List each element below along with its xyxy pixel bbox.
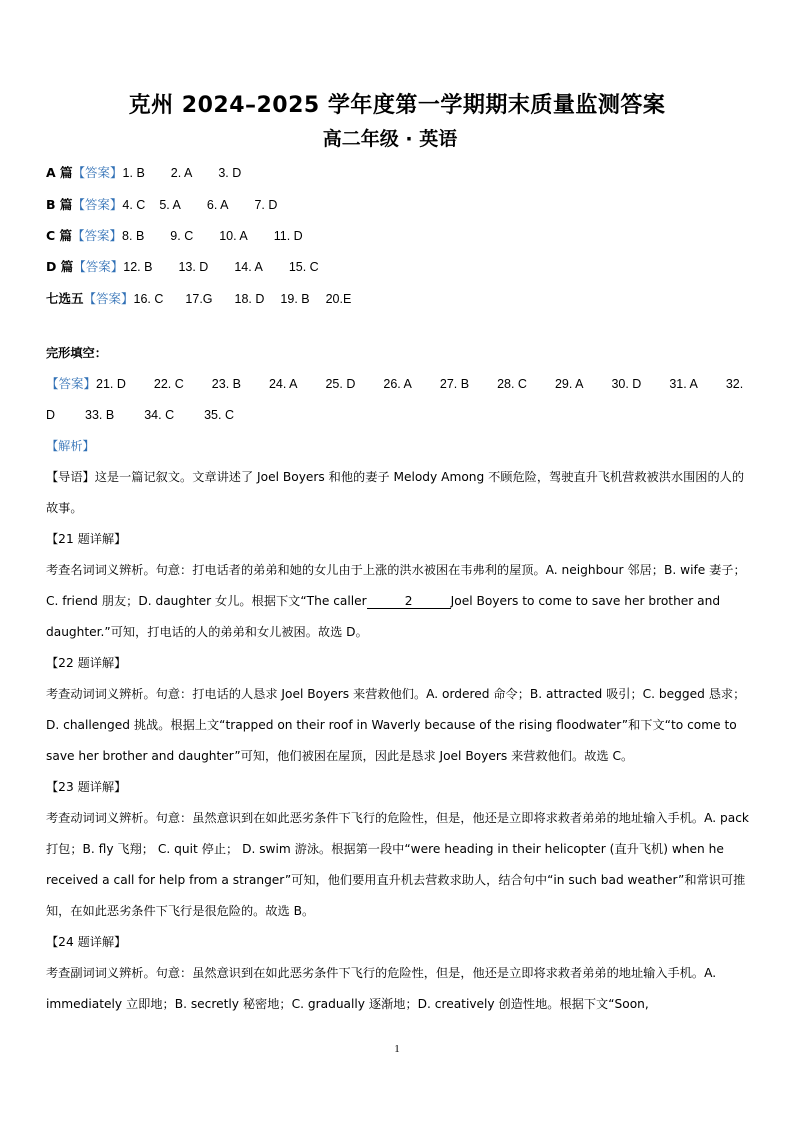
section-seven-choose-five-answers [46,289,377,307]
answer-item: 19. B [280,292,310,306]
answer-item: 1. B [122,166,145,180]
section-label: C 篇 [46,228,73,243]
analysis-tag: 【解析】 [46,439,95,453]
answer-item: 25. D [325,377,356,391]
section-label: D 篇 [46,259,74,274]
answer-item: 20.E [325,292,352,306]
section-d-answers [46,257,345,275]
answer-item: 12. B [123,260,153,274]
q21-text-b: Joel Boyers to come to save her brother and daughter.”可知，打电话的人的弟弟和女儿被困。故选 D。 [46,594,721,639]
intro-tag: 【导语】 [46,470,95,484]
page-number: 1 [394,1043,400,1055]
section-a-answers [46,163,267,181]
answer-item: 32. [725,377,744,391]
answer-item: 31. A [669,377,698,391]
answer-item: 27. B [439,377,470,391]
answer-item: 21. D [96,377,126,391]
answer-item: 15. C [288,260,319,274]
section-label: 七选五 [46,291,84,306]
answer-item: 35. C [204,408,234,422]
intro-paragraph [46,462,751,524]
answer-item: 34. C [144,408,175,422]
answer-item: 3. D [218,166,242,180]
answer-item: 18. D [234,292,265,306]
answer-item: 13. D [178,260,209,274]
intro-text: 这是一篇记叙文。文章讲述了 Joel Boyers 和他的妻子 Melody Among 不顾危险，驾驶直升飞机营救被洪水围困的人的故事。 [46,470,745,515]
answer-item: 10. A [219,229,248,243]
cloze-answers-line-2 [46,400,751,431]
answer-item: 22. C [153,377,184,391]
answer-tag: 【答案】 [72,166,123,180]
q23-heading: 【23 题详解】 [46,780,127,794]
page-subtitle: 高二年级 · 英语 [322,128,458,150]
answer-item: 24. A [268,377,298,391]
answer-item: D [46,408,56,422]
answer-tag: 【答案】 [72,229,123,243]
answer-tag: 【答案】 [72,198,123,212]
answer-item: 16. C [133,292,164,306]
answer-item: 26. A [383,377,412,391]
q23-explanation: 考查动词词义辨析。句意：虽然意识到在如此恶劣条件下飞行的危险性，但是，他还是立即将求救者弟弟的地址输入手机。A. pack 打包；B. fly 飞翔； C. quit 停止； D. swim 游泳。根据第一段中“were heading in their helicopter (直升飞机) when he received a call for help from a stranger”可知，他们要用直升机去营救求助人，结合句中“in such bad weather”和常识可推知，在如此恶劣条件下飞行是很危险的。故选 B。 [46,811,749,918]
answer-item: 9. C [170,229,194,243]
q24-heading: 【24 题详解】 [46,935,127,949]
answer-item: 33. B [85,408,115,422]
q22-explanation: 考查动词词义辨析。句意：打电话的人恳求 Joel Boyers 来营救他们。A. ordered 命令；B. attracted 吸引；C. begged 恳求；D. challenged 挑战。根据上文“trapped on their roof in Waverly because of the rising floodwater”和下文“to come to save her brother and daughter”可知，他们被困在屋顶，因此是恳求 Joel Boyers 来营救他们。故选 C。 [46,687,746,763]
answer-item: 8. B [122,229,145,243]
answer-item: 30. D [611,377,642,391]
answer-item: 2. A [170,166,193,180]
answer-item: 29. A [554,377,584,391]
section-label: A 篇 [46,165,73,180]
cloze-section [46,338,751,1020]
answer-item: 23. B [211,377,241,391]
q21-heading: 【21 题详解】 [46,532,127,546]
answer-tag: 【答案】 [46,377,97,391]
section-label: B 篇 [46,197,73,212]
answer-item: 4. C [122,198,146,212]
page-title: 克州 2024–2025 学年度第一学期期末质量监测答案 [128,93,666,118]
q22-heading: 【22 题详解】 [46,656,127,670]
answer-item: 14. A [234,260,263,274]
answer-tag: 【答案】 [83,292,134,306]
answer-item: 28. C [497,377,527,391]
section-b-answers [46,195,303,213]
q24-explanation: 考查副词词义辨析。句意：虽然意识到在如此恶劣条件下飞行的危险性，但是，他还是立即将求救者弟弟的地址输入手机。A. immediately 立即地；B. secretly 秘密地；C. gradually 逐渐地；D. creatively 创造性地。根据下文“Soon, [46,966,717,1011]
q21-text-a: 考查名词词义辨析。句意：打电话者的弟弟和她的女儿由于上涨的洪水被困在韦弗利的屋顶。A. neighbour 邻居；B. wife 妻子；C. friend 朋友；D. daughter 女儿。根据下文“The caller [46,563,746,608]
q21-blank: 2 [367,594,451,609]
section-c-answers [46,226,329,244]
answer-tag: 【答案】 [73,260,124,274]
cloze-answers-line-1 [46,369,751,400]
answer-item: 11. D [273,229,303,243]
answer-item: 7. D [254,198,278,212]
q21-explanation [46,555,751,648]
cloze-heading: 完形填空： [46,346,107,360]
answer-item: 5. A [159,198,181,212]
answer-item: 17.G [185,292,213,306]
answer-item: 6. A [206,198,229,212]
